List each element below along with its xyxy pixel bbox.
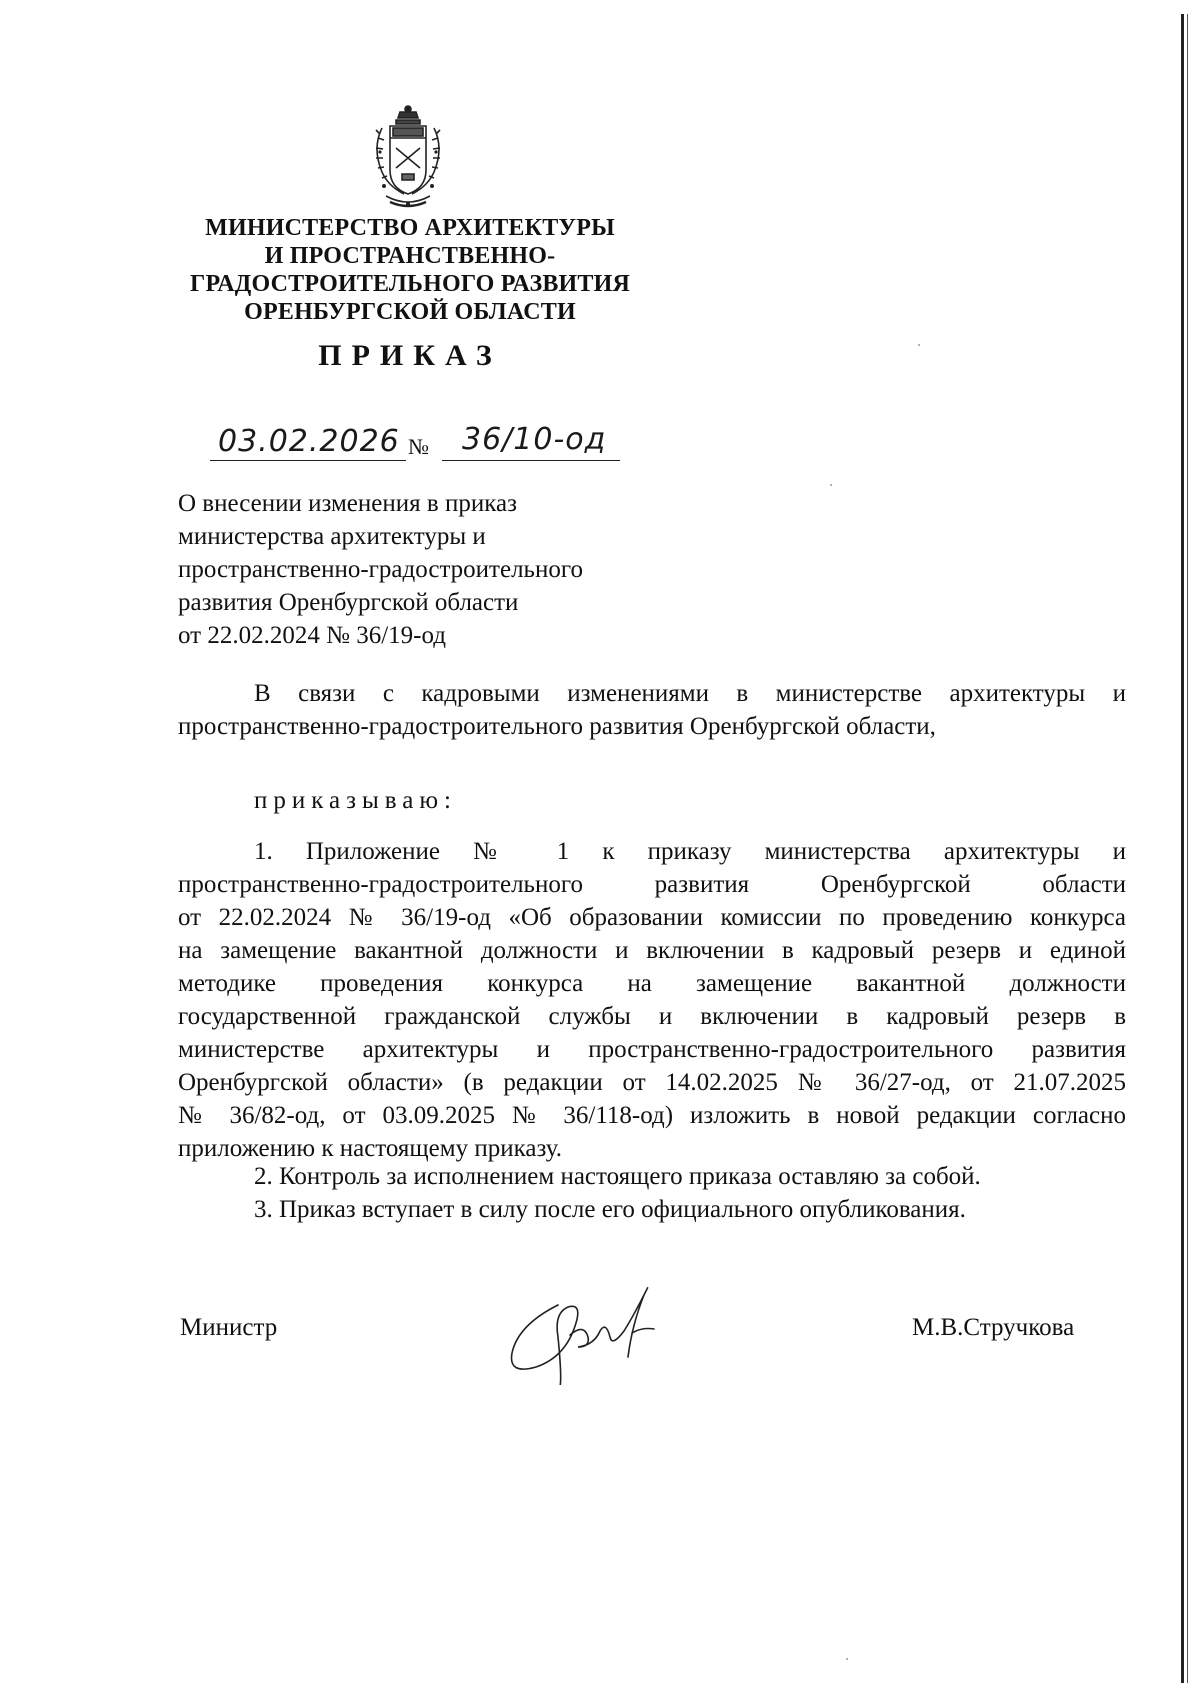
scan-speck	[846, 1658, 848, 1660]
paragraph-line: государственной гражданской службы и включении в кадровый резерв в	[178, 1003, 1126, 1030]
document-type-title: ПРИКАЗ	[318, 339, 502, 372]
signer-position: Министр	[180, 1314, 278, 1341]
ministry-line: ОРЕНБУРГСКОЙ ОБЛАСТИ	[244, 299, 576, 325]
paragraph-line: приложению к настоящему приказу.	[178, 1135, 563, 1162]
paragraph-line: от 22.02.2024 № 36/19-од «Об образовании комиссии по проведению конкурса	[178, 904, 1126, 931]
handwritten-signature	[500, 1275, 690, 1385]
subject-line: пространственно-градостроительного	[178, 556, 583, 583]
order-word: приказываю:	[254, 787, 457, 814]
paragraph-line: пространственно-градостроительного развития Оренбургской области,	[178, 713, 936, 740]
paragraph-line: 1. Приложение № 1 к приказу министерства архитектуры и	[254, 838, 1126, 865]
ministry-name	[150, 214, 670, 326]
order-date-number-line	[210, 424, 630, 474]
scan-edge-line	[1181, 14, 1184, 1683]
order-subject	[178, 487, 658, 652]
paragraph-line: министерстве архитектуры и пространственно-градостроительного развития	[178, 1036, 1126, 1063]
subject-line: О внесении изменения в приказ	[178, 490, 517, 517]
scan-speck	[918, 344, 920, 346]
number-underline	[442, 460, 620, 461]
subject-line: развития Оренбургской области	[178, 589, 519, 616]
item-3-paragraph: 3. Приказ вступает в силу после его официального опубликования.	[254, 1196, 966, 1223]
item-2-paragraph: 2. Контроль за исполнением настоящего приказа оставляю за собой.	[254, 1163, 981, 1190]
paragraph-line: Оренбургской области» (в редакции от 14.02.2025 № 36/27-од, от 21.07.2025	[178, 1069, 1126, 1096]
order-date-handwritten: 03.02.2026	[218, 424, 400, 459]
ministry-line: ГРАДОСТРОИТЕЛЬНОГО РАЗВИТИЯ	[189, 271, 631, 297]
ministry-line: И ПРОСТРАНСТВЕННО-	[264, 243, 556, 269]
order-number-handwritten: 36/10-од	[462, 422, 607, 457]
paragraph-line: В связи с кадровыми изменениями в министерстве архитектуры и	[254, 680, 1126, 707]
date-underline	[210, 460, 406, 461]
ministry-line: МИНИСТЕРСТВО АРХИТЕКТУРЫ	[205, 215, 615, 241]
scan-edge-line-thin	[1187, 14, 1188, 1683]
paragraph-line: № 36/82-од, от 03.09.2025 № 36/118-од) изложить в новой редакции согласно	[178, 1102, 1126, 1129]
paragraph-line: пространственно-градостроительного развития Оренбургской области	[178, 871, 1126, 898]
signer-name: М.В.Стручкова	[912, 1314, 1075, 1341]
paragraph-line: на замещение вакантной должности и включении в кадровый резерв и единой	[178, 937, 1126, 964]
paragraph-line: методике проведения конкурса на замещение вакантной должности	[178, 970, 1126, 997]
number-sign: №	[408, 434, 429, 459]
subject-line: министерства архитектуры и	[178, 523, 486, 550]
preamble-paragraph	[178, 677, 1126, 743]
scan-speck	[830, 484, 832, 486]
coat-of-arms-icon	[360, 104, 456, 212]
subject-line: от 22.02.2024 № 36/19-од	[178, 622, 446, 649]
item-1-paragraph	[178, 835, 1126, 1165]
